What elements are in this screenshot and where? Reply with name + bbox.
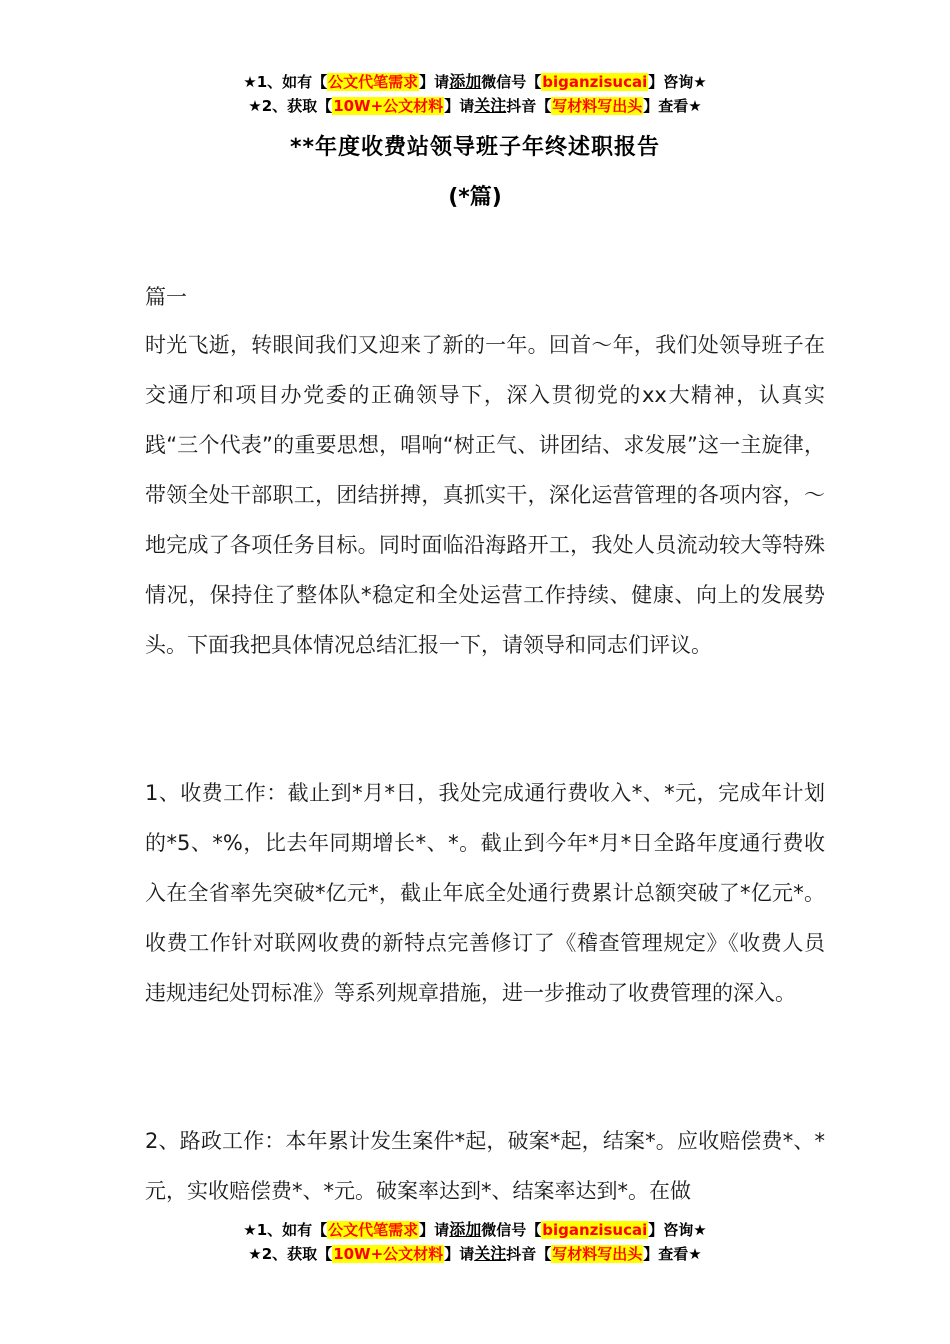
banner-text: ★1、如有【	[243, 73, 328, 91]
banner-underlined: 添加	[449, 1220, 482, 1239]
banner-highlight: 公文代笔需求	[328, 1221, 419, 1239]
banner-text: 】请	[419, 73, 450, 91]
banner-highlight: 写材料写出头	[552, 97, 643, 115]
banner-text: 】请	[444, 97, 475, 115]
paragraph-road-admin	[145, 1116, 825, 1216]
banner-underlined: 添加	[449, 72, 482, 91]
banner-text: ★1、如有【	[243, 1221, 328, 1239]
banner-highlight: biganzisucai	[542, 73, 648, 91]
paragraph-text: 2、路政工作：本年累计发生案件*起，破案*起，结案*。应收赔偿费*、*元，实收赔偿费*、*元。破案率达到*、结案率达到*。在做	[145, 1129, 825, 1203]
banner-text: 】请	[419, 1221, 450, 1239]
banner-text: 抖音【	[506, 97, 552, 115]
banner-line-1	[0, 1218, 950, 1242]
banner-line-2	[0, 1242, 950, 1266]
banner-text: 微信号【	[481, 1221, 542, 1239]
paragraph-text: 1、收费工作：截止到*月*日，我处完成通行费收入*、*元，完成年计划的*5、*%，比去年同期增长*、*。截止到今年*月*日全路年度通行费收入在全省率先突破*亿元*，截止年底全处通行费累计总额突破了*亿元*。收费工作针对联网收费的新特点完善修订了《稽查管理规定》《收费人员违规违纪处罚标准》等系列规章措施，进一步推动了收费管理的深入。	[145, 781, 825, 1005]
paragraph-toll-work	[145, 768, 825, 1018]
banner-text: 微信号【	[481, 73, 542, 91]
banner-underlined: 关注	[474, 96, 507, 115]
footer-banner	[0, 1218, 950, 1266]
section-heading	[145, 272, 825, 322]
section-heading-text: 篇一	[145, 285, 187, 309]
banner-text: 】咨询★	[648, 1221, 707, 1239]
document-title: **年度收费站领导班子年终述职报告	[289, 135, 660, 160]
paragraph-intro	[145, 320, 825, 670]
banner-text: ★2、获取【	[248, 1245, 333, 1263]
banner-text: 抖音【	[506, 1245, 552, 1263]
paragraph-text: 时光飞逝，转眼间我们又迎来了新的一年。回首～年，我们处领导班子在交通厅和项目办党委的正确领导下，深入贯彻党的xx大精神，认真实践“三个代表”的重要思想，唱响“树正气、讲团结、求发展”这一主旋律，带领全处干部职工，团结拼搏，真抓实干，深化运营管理的各项内容，～地完成了各项任务目标。同时面临沿海路开工，我处人员流动较大等特殊情况，保持住了整体队*稳定和全处运营工作持续、健康、向上的发展势头。下面我把具体情况总结汇报一下，请领导和同志们评议。	[145, 333, 825, 657]
banner-highlight: 公文代笔需求	[328, 73, 419, 91]
banner-highlight: 10W+公文材料	[333, 1245, 444, 1263]
banner-highlight: 10W+公文材料	[333, 97, 444, 115]
banner-highlight: biganzisucai	[542, 1221, 648, 1239]
banner-text: 】请	[444, 1245, 475, 1263]
header-banner	[0, 70, 950, 118]
banner-text: 】查看★	[643, 97, 702, 115]
banner-underlined: 关注	[474, 1244, 507, 1263]
banner-highlight: 写材料写出头	[552, 1245, 643, 1263]
banner-text: 】查看★	[643, 1245, 702, 1263]
document-subtitle: (*篇)	[448, 185, 502, 210]
banner-line-2	[0, 94, 950, 118]
banner-text: 】咨询★	[648, 73, 707, 91]
banner-text: ★2、获取【	[248, 97, 333, 115]
banner-line-1	[0, 70, 950, 94]
